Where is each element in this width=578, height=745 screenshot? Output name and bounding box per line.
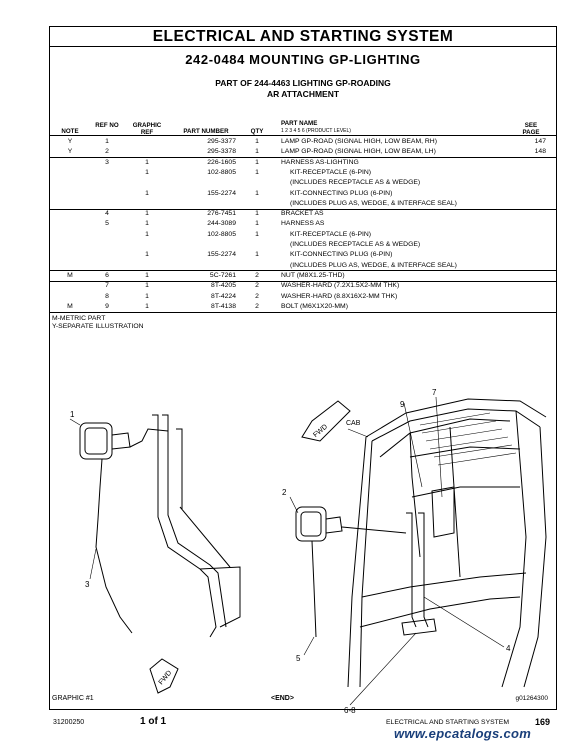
page-of: 1 of 1 <box>140 716 167 727</box>
row-qty: 1 <box>255 158 259 166</box>
table-row <box>50 261 556 271</box>
row-graphic-ref: 1 <box>145 230 149 238</box>
row-note: M <box>67 302 73 310</box>
row-graphic-ref: 1 <box>145 189 149 197</box>
row-see-page: 147 <box>534 138 546 145</box>
row-qty: 2 <box>255 292 259 300</box>
fwd-arrow-top <box>302 401 350 441</box>
row-part-name: NUT (M8X1.25-THD) <box>281 271 345 279</box>
row-part-name: KIT-RECEPTACLE (6-PIN) <box>290 230 372 238</box>
header-rule <box>50 135 556 136</box>
row-qty: 1 <box>255 189 259 197</box>
part-of-line-1: PART OF 244-4463 LIGHTING GP-ROADING <box>215 78 391 88</box>
col-graphic-ref: GRAPHIC REF <box>132 122 162 136</box>
graphic-label: GRAPHIC #1 <box>52 695 94 702</box>
lamp-right-drawing <box>296 507 342 637</box>
row-ref-no: 1 <box>105 138 109 145</box>
table-row <box>50 168 556 178</box>
row-part-name: LAMP GP-ROAD (SIGNAL HIGH, LOW BEAM, RH) <box>281 138 437 145</box>
row-part-name: HARNESS AS-LIGHTING <box>281 158 359 166</box>
table-row <box>50 199 556 209</box>
table-row <box>50 250 556 260</box>
row-part-name: (INCLUDES RECEPTACLE AS & WEDGE) <box>290 241 421 248</box>
end-label: <END> <box>271 695 294 702</box>
bracket-right-drawing <box>342 487 454 635</box>
callout-9: 9 <box>400 400 405 409</box>
row-note: Y <box>67 148 73 156</box>
table-row <box>50 281 556 291</box>
row-part-number: 8T-4205 <box>211 282 236 290</box>
row-part-number: 295-3378 <box>207 148 236 156</box>
row-qty: 2 <box>255 282 259 290</box>
cab-frame-drawing <box>348 399 546 687</box>
row-part-number: 102-8805 <box>207 168 236 176</box>
col-product-level: 1 2 3 4 5 6 (PRODUCT LEVEL) <box>281 128 351 134</box>
table-row <box>50 302 556 312</box>
page-number: 169 <box>535 717 551 727</box>
row-qty: 1 <box>255 220 259 228</box>
table-row <box>50 219 556 229</box>
table-row <box>50 240 556 250</box>
table-row <box>50 147 556 157</box>
row-part-number: 5C-7261 <box>209 271 236 279</box>
row-part-number: 8T-4138 <box>211 302 236 310</box>
part-of-line-2: AR ATTACHMENT <box>266 89 340 99</box>
row-graphic-ref: 1 <box>145 210 149 218</box>
form-number: 31200250 <box>53 719 85 726</box>
row-part-name: (INCLUDES PLUG AS, WEDGE, & INTERFACE SEAL) <box>290 261 457 269</box>
col-qty: QTY <box>250 128 264 135</box>
row-part-number: 244-3089 <box>207 220 236 228</box>
callout-1: 1 <box>70 410 75 419</box>
fwd-label-top: FWD <box>312 423 329 440</box>
callout-leaders <box>70 397 504 705</box>
row-part-name: KIT-CONNECTING PLUG (6-PIN) <box>290 251 393 259</box>
row-part-name: WASHER-HARD (7.2X1.5X2-MM THK) <box>281 282 400 290</box>
table-row <box>50 189 556 199</box>
callout-7: 7 <box>432 388 437 397</box>
row-part-name: (INCLUDES PLUG AS, WEDGE, & INTERFACE SEAL) <box>290 199 457 207</box>
row-part-name: BOLT (M6X1X20-MM) <box>281 302 348 310</box>
fwd-label-bottom: FWD <box>157 669 174 687</box>
row-part-name: HARNESS AS <box>281 220 325 228</box>
callout-6-8: 6-8 <box>344 706 356 715</box>
row-ref-no: 7 <box>105 282 109 290</box>
col-see-page: SEE PAGE <box>522 122 540 136</box>
row-divider <box>50 312 556 313</box>
footer-section: ELECTRICAL AND STARTING SYSTEM <box>386 719 509 726</box>
row-qty: 2 <box>255 302 259 310</box>
row-ref-no: 9 <box>105 302 109 310</box>
row-qty: 1 <box>255 251 259 259</box>
col-note: NOTE <box>61 128 79 135</box>
row-part-number: 102-8805 <box>207 230 236 238</box>
table-row <box>50 178 556 188</box>
row-graphic-ref: 1 <box>145 282 149 290</box>
part-of-text <box>50 78 556 100</box>
table-row <box>50 271 556 281</box>
table-row <box>50 292 556 302</box>
row-part-number: 8T-4224 <box>211 292 236 300</box>
row-ref-no: 3 <box>105 158 109 166</box>
row-ref-no: 4 <box>105 210 109 218</box>
row-part-name: KIT-CONNECTING PLUG (6-PIN) <box>290 189 393 197</box>
row-qty: 1 <box>255 210 259 218</box>
row-part-name: WASHER-HARD (8.8X16X2-MM THK) <box>281 292 398 300</box>
row-part-name: LAMP GP-ROAD (SIGNAL HIGH, LOW BEAM, LH) <box>281 148 436 156</box>
row-ref-no: 2 <box>105 148 109 156</box>
row-qty: 1 <box>255 230 259 238</box>
row-part-number: 226-1605 <box>207 158 236 166</box>
row-graphic-ref: 1 <box>145 251 149 259</box>
row-graphic-ref: 1 <box>145 158 149 166</box>
row-qty: 1 <box>255 138 259 145</box>
row-see-page: 148 <box>534 148 546 156</box>
legend-metric: M-METRIC PART <box>52 315 106 322</box>
watermark: www.epcatalogs.com <box>394 726 532 741</box>
bracket-left-drawing <box>152 415 240 637</box>
row-part-number: 155-2274 <box>207 189 236 197</box>
row-note: M <box>67 271 73 279</box>
row-graphic-ref: 1 <box>145 220 149 228</box>
parts-page-frame <box>49 26 557 715</box>
table-row <box>50 209 556 219</box>
row-qty: 1 <box>255 148 259 156</box>
row-note: Y <box>67 138 73 145</box>
row-part-name: KIT-RECEPTACLE (6-PIN) <box>290 168 372 176</box>
row-part-number: 276-7451 <box>207 210 236 218</box>
row-qty: 2 <box>255 271 259 279</box>
table-row <box>50 137 556 147</box>
assembly-title: 242-0484 MOUNTING GP-LIGHTING <box>185 52 421 67</box>
legend-separate-illustration: Y-SEPARATE ILLUSTRATION <box>52 323 144 330</box>
table-row <box>50 230 556 240</box>
col-part-number: PART NUMBER <box>183 128 229 135</box>
callout-2: 2 <box>282 488 287 497</box>
row-ref-no: 6 <box>105 271 109 279</box>
row-graphic-ref: 1 <box>145 168 149 176</box>
col-ref: REF NO <box>95 122 119 129</box>
cab-label: CAB <box>346 420 361 427</box>
col-part-name: PART NAME <box>281 120 318 127</box>
graphic-number: g01264300 <box>515 695 548 702</box>
lamp-left-drawing <box>80 423 168 633</box>
section-title: ELECTRICAL AND STARTING SYSTEM <box>50 27 556 47</box>
row-part-name: BRACKET AS <box>281 210 324 218</box>
row-part-number: 155-2274 <box>207 251 236 259</box>
row-ref-no: 8 <box>105 292 109 300</box>
callout-4: 4 <box>506 644 511 653</box>
table-row <box>50 158 556 168</box>
callout-3: 3 <box>85 580 90 589</box>
row-graphic-ref: 1 <box>145 292 149 300</box>
callout-5: 5 <box>296 654 301 663</box>
row-graphic-ref: 1 <box>145 271 149 279</box>
row-ref-no: 5 <box>105 220 109 228</box>
row-graphic-ref: 1 <box>145 302 149 310</box>
row-part-number: 295-3377 <box>207 138 236 145</box>
row-qty: 1 <box>255 168 259 176</box>
row-part-name: (INCLUDES RECEPTACLE AS & WEDGE) <box>290 179 421 187</box>
